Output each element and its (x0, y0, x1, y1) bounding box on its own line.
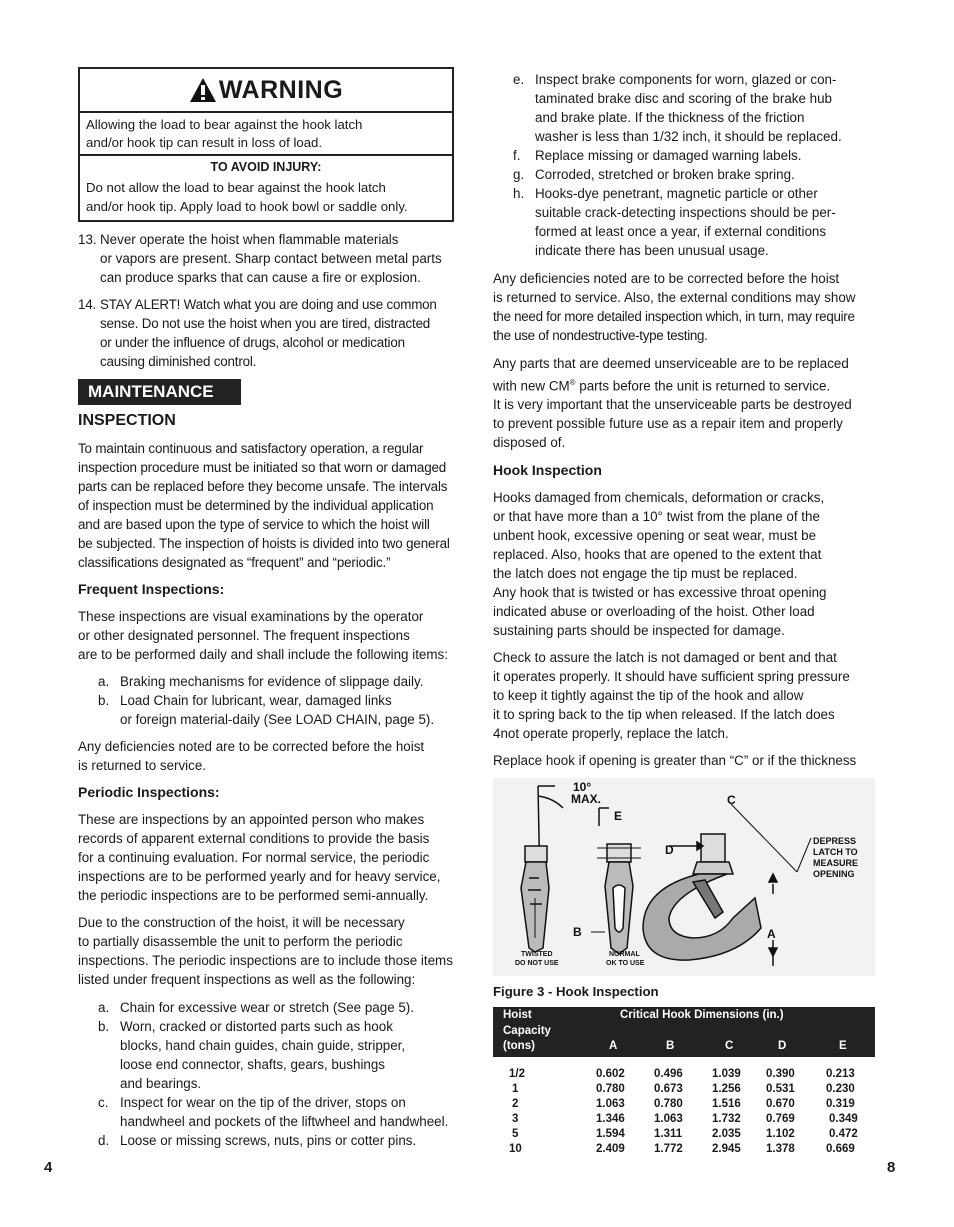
periodic-inspections-heading: Periodic Inspections: (78, 784, 220, 800)
cell-b: 0.673 (654, 1083, 683, 1095)
list-line: Loose or missing screws, nuts, pins or cotter pins. (120, 1133, 417, 1148)
table-row (493, 1067, 875, 1082)
cell-e: 0.472 (829, 1128, 858, 1140)
frequent-items-list (78, 672, 464, 729)
list-marker: a. (98, 674, 110, 689)
list-line: Inspect for wear on the tip of the driver, stops on (120, 1095, 406, 1110)
list-marker: h. (513, 186, 525, 201)
list-line: taminated brake disc and scoring of the brake hub (535, 91, 833, 106)
list-item (98, 1017, 464, 1093)
table-row (493, 1142, 875, 1157)
para-line: is returned to service. Also, the external conditions may show (493, 290, 856, 305)
para-line: parts can be replaced before they become unsafe. The intervals (78, 479, 448, 494)
list-item (98, 1093, 464, 1131)
periodic-items-continued (493, 70, 881, 260)
para-line (493, 373, 881, 395)
para-line: listed under frequent inspections as well as the following: (78, 972, 416, 987)
para-line: indicated abuse or overloading of the hoist. Other load (493, 604, 815, 620)
page-number-right: 8 (887, 1159, 896, 1176)
list-item (513, 184, 881, 260)
hook-inspection-figure (493, 778, 875, 976)
avoid-injury-text (80, 175, 452, 220)
para-line: of inspection must be determined by the individual application (78, 498, 434, 513)
cell-c: 1.732 (712, 1113, 741, 1125)
list-item (513, 70, 881, 146)
para-line: or that have more than a 10° twist from the plane of the (493, 509, 820, 525)
cell-capacity: 2 (512, 1098, 519, 1110)
para-line: sustaining parts should be inspected for damage. (493, 623, 785, 639)
avoid-line: Do not allow the load to bear against the hook latch (86, 180, 386, 195)
header-col-e: E (839, 1040, 847, 1052)
cell-b: 1.063 (654, 1113, 683, 1125)
cell-e: 0.213 (826, 1068, 855, 1080)
para-line: replaced. Also, hooks that are opened to the extent that (493, 547, 822, 563)
para-line: Replace hook if opening is greater than “C” or if the thickness (493, 753, 857, 769)
warning-line: Allowing the load to bear against the hook latch (86, 117, 363, 132)
para-line: to prevent possible future use as a repair item and properly (493, 416, 843, 432)
label-10-degrees: 10° (573, 780, 592, 794)
cell-a: 1.346 (596, 1113, 625, 1125)
warning-header (80, 69, 452, 113)
table-header (493, 1007, 875, 1057)
header-col-d: D (778, 1040, 787, 1052)
list-marker: c. (98, 1095, 109, 1110)
list-line: Replace missing or damaged warning labels. (535, 148, 802, 163)
warning-text (80, 113, 452, 154)
header-tons: (tons) (503, 1040, 535, 1052)
cell-a: 2.409 (596, 1143, 625, 1155)
list-line: loose end connector, shafts, gears, bushings (120, 1057, 386, 1072)
list-line: blocks, hand chain guides, chain guide, stripper, (120, 1038, 406, 1053)
cell-b: 0.496 (654, 1068, 683, 1080)
list-line: handwheel and pockets of the liftwheel and handwheel. (120, 1114, 449, 1129)
inspection-intro (78, 439, 464, 572)
para-line: to keep it tightly against the tip of the hook and allow (493, 688, 804, 704)
cell-c: 2.945 (712, 1143, 741, 1155)
cell-d: 0.769 (766, 1113, 795, 1125)
right-column (493, 70, 881, 770)
para-line: is returned to service. (78, 758, 207, 773)
para-line: Hooks damaged from chemicals, deformation or cracks, (493, 490, 825, 506)
item-line: causing diminished control. (100, 354, 257, 369)
para-line: disposed of. (493, 435, 566, 451)
para-line: the use of nondestructive-type testing. (493, 328, 708, 343)
table-row (493, 1127, 875, 1142)
list-line: washer is less than 1/32 inch, it should be replaced. (535, 129, 842, 144)
warning-line: and/or hook tip can result in loss of load. (86, 135, 323, 150)
list-marker: d. (98, 1133, 110, 1148)
item-line: or vapors are present. Sharp contact between metal parts (100, 251, 442, 266)
cell-e: 0.349 (829, 1113, 858, 1125)
list-line: suitable crack-detecting inspections should be per- (535, 205, 836, 220)
normal-label-line: OK TO USE (606, 960, 645, 967)
twisted-label-line: DO NOT USE (515, 960, 559, 967)
cell-a: 0.602 (596, 1068, 625, 1080)
list-item (98, 672, 464, 691)
cell-d: 0.531 (766, 1083, 795, 1095)
cell-capacity: 3 (512, 1113, 519, 1125)
periodic-intro-2 (78, 913, 464, 989)
list-line: and bearings. (120, 1076, 202, 1091)
list-line: Hooks-dye penetrant, magnetic particle or other (535, 186, 818, 201)
registered-mark: ® (569, 378, 576, 387)
list-marker: e. (513, 72, 525, 87)
list-marker: g. (513, 167, 525, 182)
text-run: parts before the unit is returned to service. (575, 378, 831, 394)
para-line: to partially disassemble the unit to perform the periodic (78, 934, 403, 949)
list-item (513, 165, 881, 184)
numbered-item-14 (78, 295, 464, 371)
cell-c: 1.516 (712, 1098, 741, 1110)
list-marker: b. (98, 693, 110, 708)
frequent-intro (78, 607, 464, 664)
list-marker: f. (513, 148, 521, 163)
para-line: Any parts that are deemed unserviceable are to be replaced (493, 356, 849, 371)
para-line: the periodic inspections are to be performed semi-annually. (78, 888, 429, 903)
left-column (78, 67, 464, 1150)
list-line: Inspect brake components for worn, glazed or con- (535, 72, 837, 87)
table-row (493, 1082, 875, 1097)
text-run: with new CM (493, 378, 570, 394)
list-line: or foreign material-daily (See LOAD CHAIN, page 5). (120, 712, 435, 727)
cell-capacity: 5 (512, 1128, 519, 1140)
para-line: Due to the construction of the hoist, it will be necessary (78, 915, 405, 930)
hook-para-1 (493, 488, 881, 640)
normal-label-line: NORMAL (609, 951, 640, 958)
warning-box (78, 67, 454, 222)
inspection-heading: INSPECTION (78, 412, 176, 429)
cell-c: 2.035 (712, 1128, 741, 1140)
list-item (98, 998, 464, 1017)
para-line: records of apparent external conditions to provide the basis (78, 831, 430, 846)
cell-capacity: 10 (509, 1143, 522, 1155)
table-row (493, 1112, 875, 1127)
cell-d: 0.390 (766, 1068, 795, 1080)
cell-e: 0.230 (826, 1083, 855, 1095)
list-item (513, 146, 881, 165)
cell-a: 0.780 (596, 1083, 625, 1095)
periodic-intro (78, 810, 464, 905)
para-line: These inspections are visual examinations by the operator (78, 609, 424, 624)
item-number: 13. (78, 232, 97, 247)
hook-para-2 (493, 648, 881, 743)
cell-e: 0.669 (826, 1143, 855, 1155)
frequent-inspections-heading: Frequent Inspections: (78, 581, 225, 597)
para-line: These are inspections by an appointed person who makes (78, 812, 425, 827)
cell-a: 1.594 (596, 1128, 625, 1140)
twisted-label-line: TWISTED (521, 951, 553, 958)
para-line: inspection procedure must be initiated so that worn or damaged (78, 460, 447, 475)
para-line: Any deficiencies noted are to be corrected before the hoist (78, 739, 425, 754)
hook-inspection-heading: Hook Inspection (493, 462, 602, 479)
para-line: It is very important that the unserviceable parts be destroyed (493, 397, 852, 413)
warning-triangle-icon (189, 77, 217, 103)
cell-b: 1.311 (654, 1128, 683, 1140)
item-line: or under the influence of drugs, alcohol or medication (100, 335, 405, 350)
deficiencies-para (493, 269, 881, 345)
para-line: unbent hook, excessive opening or seat wear, must be (493, 528, 817, 544)
para-line: the latch does not engage the tip must be replaced. (493, 566, 798, 582)
cell-capacity: 1/2 (509, 1068, 525, 1080)
table-row (493, 1097, 875, 1112)
para-line: it operates properly. It should have sufficient spring pressure (493, 669, 850, 685)
para-line: To maintain continuous and satisfactory operation, a regular (78, 441, 424, 456)
cell-b: 1.772 (654, 1143, 683, 1155)
list-item (98, 691, 464, 729)
depress-label-line: MEASURE (813, 858, 859, 868)
list-marker: b. (98, 1019, 110, 1034)
para-line: inspections. The periodic inspections are to include those items (78, 953, 453, 968)
cell-capacity: 1 (512, 1083, 519, 1095)
periodic-items-list (78, 998, 464, 1150)
list-item (98, 1131, 464, 1150)
para-line: Any deficiencies noted are to be corrected before the hoist (493, 271, 840, 286)
item-line: Never operate the hoist when flammable materials (100, 232, 399, 247)
item-line: can produce sparks that can cause a fire or explosion. (100, 270, 421, 285)
item-number: 14. (78, 297, 97, 312)
cell-d: 1.102 (766, 1128, 795, 1140)
list-line: Braking mechanisms for evidence of slippage daily. (120, 674, 424, 689)
avoid-line: and/or hook tip. Apply load to hook bowl or saddle only. (86, 199, 408, 214)
para-line: be subjected. The inspection of hoists is divided into two general (78, 536, 450, 551)
list-line: Worn, cracked or distorted parts such as hook (120, 1019, 393, 1034)
cell-a: 1.063 (596, 1098, 625, 1110)
header-group: Critical Hook Dimensions (in.) (620, 1009, 784, 1021)
para-line: 4not operate properly, replace the latch. (493, 726, 729, 742)
avoid-injury-heading: TO AVOID INJURY: (80, 154, 452, 175)
label-b: B (573, 925, 582, 939)
header-hoist: Hoist (503, 1009, 532, 1021)
depress-label-line: DEPRESS (813, 836, 857, 846)
page-number-left: 4 (44, 1159, 53, 1176)
list-line: Corroded, stretched or broken brake spring. (535, 167, 795, 182)
table-body (493, 1057, 875, 1157)
depress-label-line: LATCH TO (813, 847, 858, 857)
para-line: Check to assure the latch is not damaged or bent and that (493, 650, 837, 666)
hook-dimensions-table (493, 1007, 875, 1157)
header-col-c: C (725, 1040, 734, 1052)
para-line: or other designated personnel. The frequent inspections (78, 628, 410, 643)
para-line: and are based upon the type of service to which the hoist will (78, 517, 430, 532)
hook-para-3 (493, 751, 881, 770)
cell-c: 1.256 (712, 1083, 741, 1095)
cell-d: 0.670 (766, 1098, 795, 1110)
para-line: inspections are to be performed yearly and for heavy service, (78, 869, 441, 884)
para-line: are to be performed daily and shall include the following items: (78, 647, 448, 662)
list-marker: a. (98, 1000, 110, 1015)
para-line: the need for more detailed inspection which, in turn, may require (493, 309, 855, 324)
list-line: formed at least once a year, if external conditions (535, 224, 827, 239)
warning-title: WARNING (218, 75, 344, 104)
label-c: C (727, 793, 736, 807)
label-e: E (614, 809, 623, 823)
list-line: Load Chain for lubricant, wear, damaged links (120, 693, 392, 708)
cell-d: 1.378 (766, 1143, 795, 1155)
label-d: D (665, 843, 674, 857)
list-line: Chain for excessive wear or stretch (See page 5). (120, 1000, 414, 1015)
list-line: indicate there has been unusual usage. (535, 243, 769, 258)
maintenance-section-bar: MAINTENANCE (78, 379, 241, 405)
cell-e: 0.319 (826, 1098, 855, 1110)
figure-caption: Figure 3 - Hook Inspection (493, 984, 659, 999)
header-col-a: A (609, 1040, 618, 1052)
frequent-after (78, 737, 464, 775)
numbered-item-13 (78, 230, 464, 287)
list-line: and brake plate. If the thickness of the friction (535, 110, 805, 125)
cell-b: 0.780 (654, 1098, 683, 1110)
depress-label-line: OPENING (813, 869, 855, 879)
item-line: STAY ALERT! Watch what you are doing and use common (100, 297, 437, 312)
item-line: sense. Do not use the hoist when you are tired, distracted (100, 316, 431, 331)
label-max: MAX. (571, 792, 601, 806)
para-line: it to spring back to the tip when released. If the latch does (493, 707, 835, 723)
cell-c: 1.039 (712, 1068, 741, 1080)
label-a: A (767, 927, 776, 941)
para-line: Any hook that is twisted or has excessive throat opening (493, 585, 827, 601)
header-capacity: Capacity (503, 1025, 551, 1037)
para-line: classifications designated as “frequent” and “periodic.” (78, 555, 391, 570)
para-line: for a continuing evaluation. For normal service, the periodic (78, 850, 430, 865)
header-col-b: B (666, 1040, 675, 1052)
unserviceable-para (493, 354, 881, 452)
